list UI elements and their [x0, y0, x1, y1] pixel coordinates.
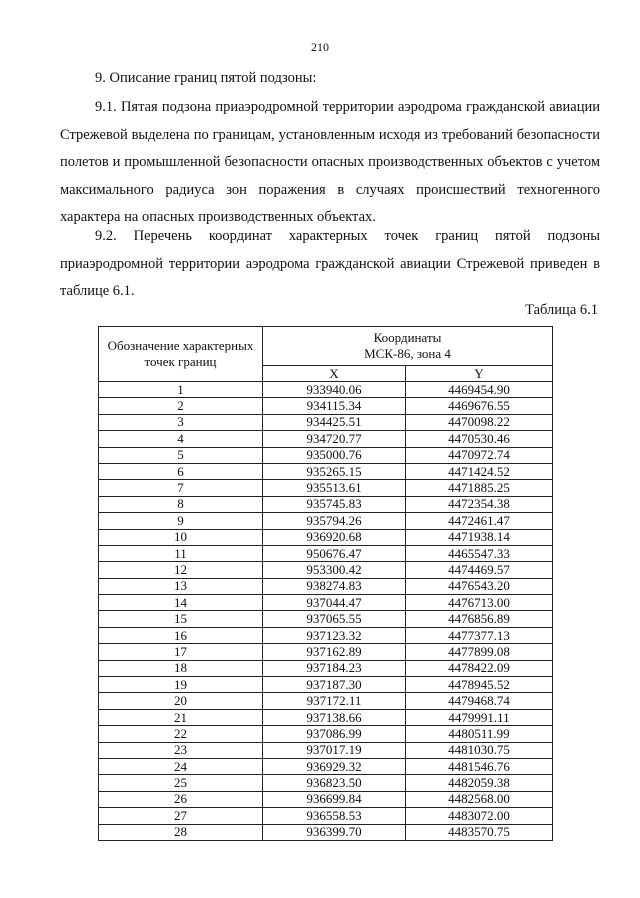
table-row	[99, 693, 553, 709]
point-number-cell: 3	[99, 414, 263, 430]
point-number-cell: 14	[99, 595, 263, 611]
x-coordinate-cell: 937172.11	[263, 693, 406, 709]
point-number-cell: 11	[99, 545, 263, 561]
x-coordinate-cell: 935265.15	[263, 463, 406, 479]
y-coordinate-cell: 4470530.46	[406, 431, 553, 447]
coordinates-header	[263, 327, 553, 366]
coordinates-title: Координаты	[373, 330, 442, 345]
point-number-cell: 8	[99, 496, 263, 512]
point-number-cell: 13	[99, 578, 263, 594]
table-row	[99, 447, 553, 463]
table-row	[99, 513, 553, 529]
y-coordinate-cell: 4465547.33	[406, 545, 553, 561]
table-row	[99, 414, 553, 430]
point-number-cell: 12	[99, 562, 263, 578]
y-coordinate-cell: 4471424.52	[406, 463, 553, 479]
point-number-cell: 25	[99, 775, 263, 791]
table-row	[99, 677, 553, 693]
x-coordinate-cell: 953300.42	[263, 562, 406, 578]
y-coordinate-cell: 4481546.76	[406, 758, 553, 774]
x-coordinate-cell: 937044.47	[263, 595, 406, 611]
y-coordinate-cell: 4478422.09	[406, 660, 553, 676]
x-coordinate-cell: 933940.06	[263, 382, 406, 398]
table-row	[99, 660, 553, 676]
table-row	[99, 431, 553, 447]
y-coordinate-cell: 4469676.55	[406, 398, 553, 414]
point-number-cell: 22	[99, 726, 263, 742]
y-column-header: Y	[406, 366, 553, 382]
paragraph-9-2: 9.2. Перечень координат характерных точек границ пятой подзоны приаэродромной территории аэродрома гражданской авиации Стрежевой приведен в таблице 6.1.	[60, 228, 600, 299]
y-coordinate-cell: 4479991.11	[406, 709, 553, 725]
point-number-cell: 26	[99, 791, 263, 807]
table-row	[99, 709, 553, 725]
y-coordinate-cell: 4471885.25	[406, 480, 553, 496]
point-number-cell: 10	[99, 529, 263, 545]
x-coordinate-cell: 935794.26	[263, 513, 406, 529]
y-coordinate-cell: 4472354.38	[406, 496, 553, 512]
point-number-cell: 15	[99, 611, 263, 627]
y-coordinate-cell: 4476713.00	[406, 595, 553, 611]
y-coordinate-cell: 4471938.14	[406, 529, 553, 545]
point-number-cell: 7	[99, 480, 263, 496]
table-row	[99, 742, 553, 758]
table-row	[99, 480, 553, 496]
x-coordinate-cell: 937138.66	[263, 709, 406, 725]
y-coordinate-cell: 4479468.74	[406, 693, 553, 709]
point-number-cell: 4	[99, 431, 263, 447]
x-coordinate-cell: 937086.99	[263, 726, 406, 742]
y-coordinate-cell: 4481030.75	[406, 742, 553, 758]
point-number-cell: 21	[99, 709, 263, 725]
x-coordinate-cell: 937184.23	[263, 660, 406, 676]
y-coordinate-cell: 4482059.38	[406, 775, 553, 791]
point-number-cell: 5	[99, 447, 263, 463]
paragraph-9-1: 9.1. Пятая подзона приаэродромной территории аэродрома гражданской авиации Стрежевой выделена по границам, установленным исходя из требований безопасности полетов и промышленной безопасности опасных производственных объектов с учетом максимального радиуса зон поражения в случаях происшествий техногенного характера на опасных производственных объектах.	[60, 99, 600, 225]
table-row	[99, 529, 553, 545]
y-coordinate-cell: 4474469.57	[406, 562, 553, 578]
table-row	[99, 791, 553, 807]
table-row	[99, 775, 553, 791]
point-number-cell: 23	[99, 742, 263, 758]
point-number-cell: 27	[99, 808, 263, 824]
table-row	[99, 644, 553, 660]
x-coordinate-cell: 938274.83	[263, 578, 406, 594]
table-row	[99, 824, 553, 840]
point-number-cell: 2	[99, 398, 263, 414]
y-coordinate-cell: 4483072.00	[406, 808, 553, 824]
table-row	[99, 627, 553, 643]
y-coordinate-cell: 4469454.90	[406, 382, 553, 398]
point-number-cell: 16	[99, 627, 263, 643]
x-coordinate-cell: 937187.30	[263, 677, 406, 693]
table-row	[99, 382, 553, 398]
x-column-header: X	[263, 366, 406, 382]
point-number-cell: 1	[99, 382, 263, 398]
x-coordinate-cell: 937162.89	[263, 644, 406, 660]
y-coordinate-cell: 4478945.52	[406, 677, 553, 693]
table-row	[99, 463, 553, 479]
table-caption: Таблица 6.1	[525, 302, 598, 318]
x-coordinate-cell: 935513.61	[263, 480, 406, 496]
y-coordinate-cell: 4470972.74	[406, 447, 553, 463]
point-number-cell: 20	[99, 693, 263, 709]
table-row	[99, 808, 553, 824]
table-row	[99, 496, 553, 512]
table-row	[99, 726, 553, 742]
x-coordinate-cell: 936920.68	[263, 529, 406, 545]
coordinates-table	[98, 326, 553, 841]
x-coordinate-cell: 936399.70	[263, 824, 406, 840]
x-coordinate-cell: 937123.32	[263, 627, 406, 643]
table-row	[99, 578, 553, 594]
y-coordinate-cell: 4477377.13	[406, 627, 553, 643]
y-coordinate-cell: 4472461.47	[406, 513, 553, 529]
y-coordinate-cell: 4470098.22	[406, 414, 553, 430]
x-coordinate-cell: 936823.50	[263, 775, 406, 791]
x-coordinate-cell: 936558.53	[263, 808, 406, 824]
point-designation-header: Обозначение характерных точек границ	[99, 327, 263, 382]
coordinate-system-label: МСК-86, зона 4	[364, 346, 451, 361]
table-body	[99, 382, 553, 841]
table-row	[99, 562, 553, 578]
point-number-cell: 24	[99, 758, 263, 774]
y-coordinate-cell: 4483570.75	[406, 824, 553, 840]
x-coordinate-cell: 936929.32	[263, 758, 406, 774]
x-coordinate-cell: 950676.47	[263, 545, 406, 561]
x-coordinate-cell: 937065.55	[263, 611, 406, 627]
x-coordinate-cell: 935000.76	[263, 447, 406, 463]
point-number-cell: 9	[99, 513, 263, 529]
y-coordinate-cell: 4477899.08	[406, 644, 553, 660]
x-coordinate-cell: 934720.77	[263, 431, 406, 447]
page-number: 210	[311, 40, 329, 54]
y-coordinate-cell: 4480511.99	[406, 726, 553, 742]
point-number-cell: 17	[99, 644, 263, 660]
table-row	[99, 595, 553, 611]
x-coordinate-cell: 937017.19	[263, 742, 406, 758]
x-coordinate-cell: 936699.84	[263, 791, 406, 807]
y-coordinate-cell: 4476543.20	[406, 578, 553, 594]
table-row	[99, 758, 553, 774]
y-coordinate-cell: 4482568.00	[406, 791, 553, 807]
x-coordinate-cell: 935745.83	[263, 496, 406, 512]
point-number-cell: 6	[99, 463, 263, 479]
point-number-cell: 18	[99, 660, 263, 676]
x-coordinate-cell: 934115.34	[263, 398, 406, 414]
x-coordinate-cell: 934425.51	[263, 414, 406, 430]
point-number-cell: 19	[99, 677, 263, 693]
table-row	[99, 611, 553, 627]
y-coordinate-cell: 4476856.89	[406, 611, 553, 627]
section-heading: 9. Описание границ пятой подзоны:	[95, 70, 317, 86]
table-row	[99, 398, 553, 414]
table-row	[99, 545, 553, 561]
point-number-cell: 28	[99, 824, 263, 840]
